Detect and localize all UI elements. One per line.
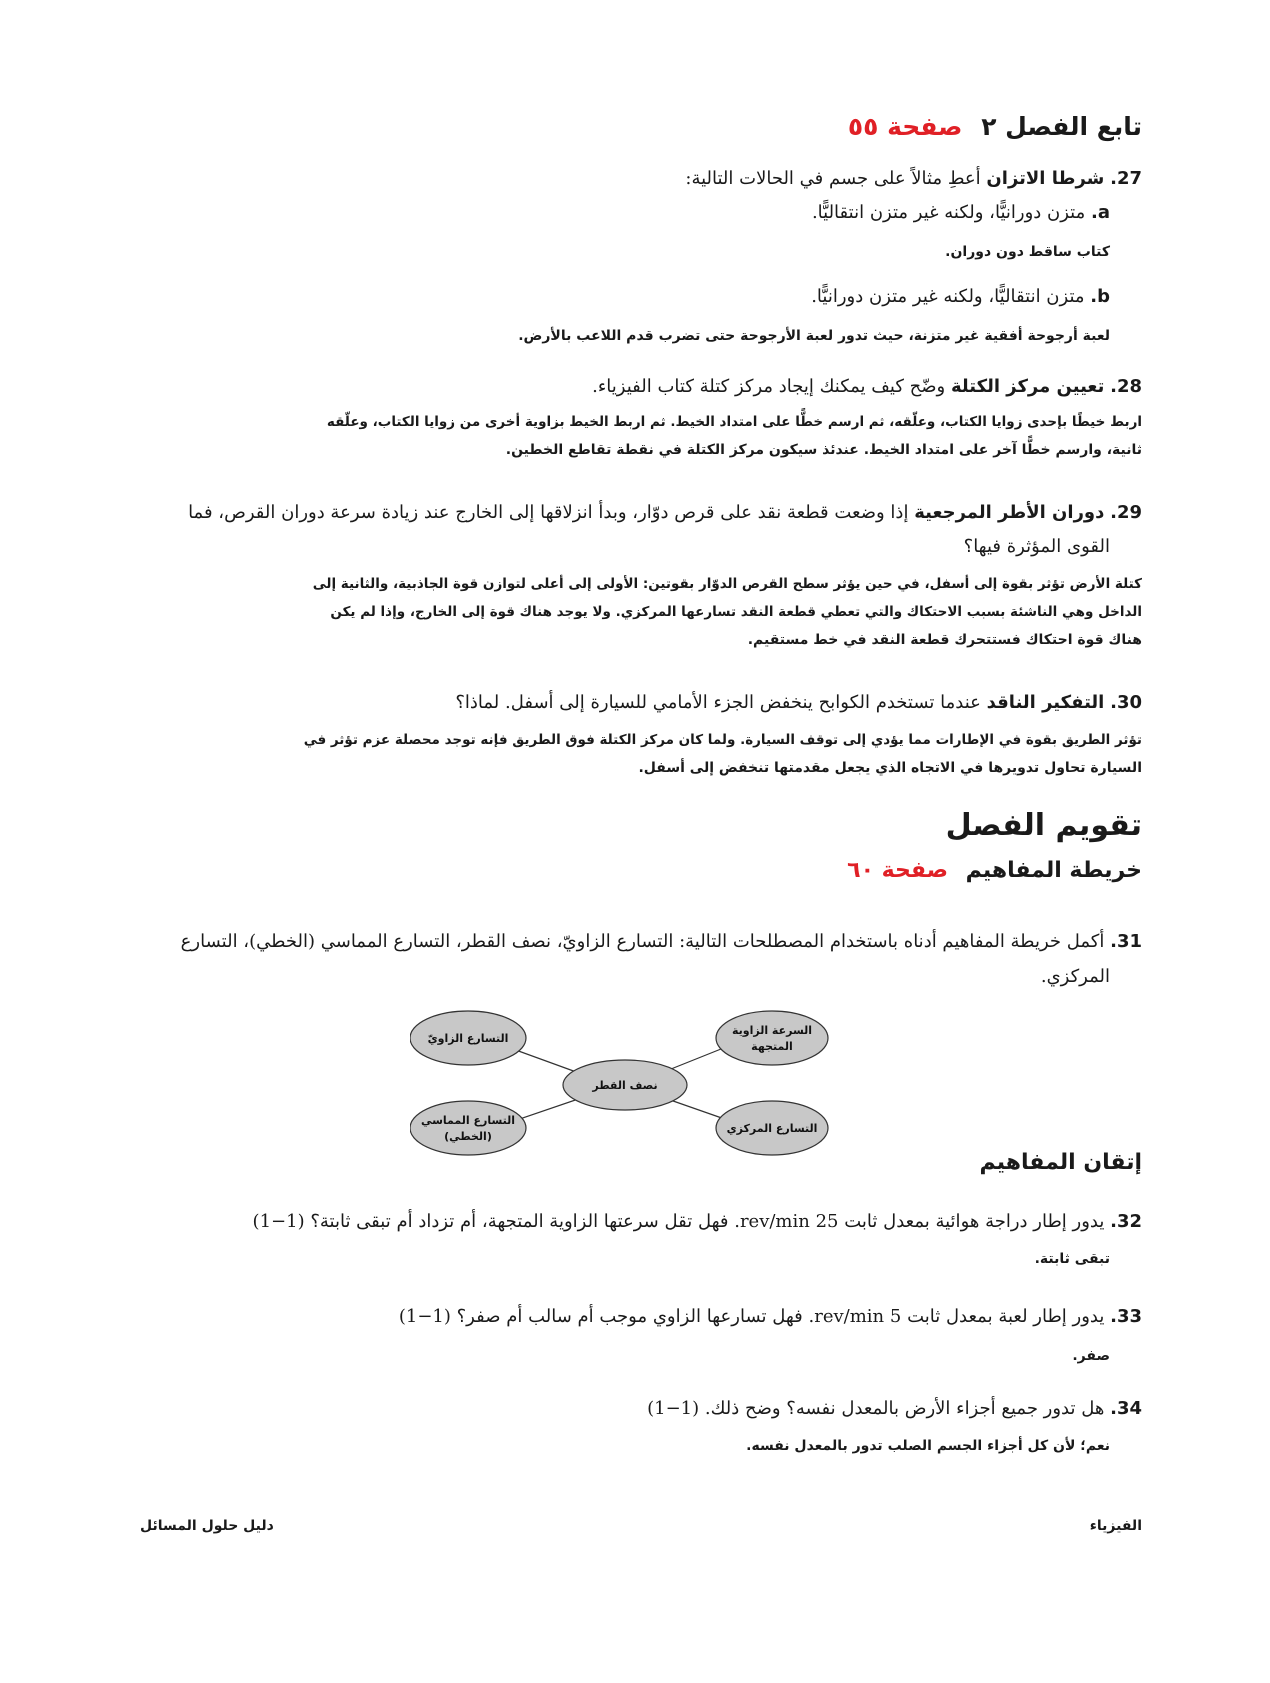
question-29-line2: القوى المؤثرة فيها؟ — [963, 536, 1110, 557]
node-label-top-right-1: السرعة الزاوية — [731, 1024, 813, 1037]
question-number: 32. — [1110, 1211, 1142, 1232]
question-34 — [132, 1392, 1142, 1426]
question-text: وضّح كيف يمكنك إيجاد مركز كتلة كتاب الفيزياء. — [592, 376, 946, 397]
item-text: متزن دورانيًّا، ولكنه غير متزن انتقاليًّا. — [811, 202, 1086, 223]
question-27b — [811, 280, 1110, 314]
question-term: شرطا الاتزان — [986, 168, 1105, 189]
item-letter: b. — [1090, 286, 1110, 307]
question-term: دوران الأطر المرجعية — [914, 502, 1105, 523]
question-number: 29. — [1110, 502, 1142, 523]
concept-map-title: خريطة المفاهيم — [965, 858, 1142, 883]
footer-guide-title: دليل حلول المسائل — [140, 1518, 274, 1534]
question-29-line1 — [112, 496, 1142, 530]
concept-map — [410, 1005, 830, 1185]
question-33 — [132, 1300, 1142, 1334]
question-27 — [132, 162, 1142, 196]
answer-34: نعم؛ لأن كل أجزاء الجسم الصلب تدور بالمعدل نفسه. — [746, 1438, 1110, 1454]
section-title: تابع الفصل ٢ — [981, 112, 1142, 141]
node-label-bottom-right: التسارع المركزي — [726, 1122, 818, 1135]
concept-map-heading — [847, 858, 1142, 883]
answer-32: تبقى ثابتة. — [1034, 1251, 1110, 1267]
question-number: 28. — [1110, 376, 1142, 397]
answer-28-line2: ثانية، وارسم خطًّا آخر على امتداد الخيط. عندئذ سيكون مركز الكتلة في نقطة تقاطع الخطين. — [505, 442, 1142, 458]
question-number: 33. — [1110, 1306, 1142, 1327]
concept-node-top-right — [716, 1011, 828, 1065]
answer-29-line1: كتلة الأرض تؤثر بقوة إلى أسفل، في حين يؤثر سطح القرص الدوّار بقوتين: الأولى إلى أعلى لتوازن قوة الجاذبية، والثانية إلى — [312, 576, 1142, 592]
question-32 — [132, 1205, 1142, 1239]
question-text: أكمل خريطة المفاهيم أدناه باستخدام المصطلحات التالية: التسارع الزاويّ، نصف القطر، التسارع المماسي (الخطي)، التسارع — [180, 931, 1105, 952]
question-28 — [132, 370, 1142, 404]
question-31-line1 — [112, 925, 1142, 959]
answer-29-line3: هناك قوة احتكاك فستتحرك قطعة النقد في خط مستقيم. — [747, 632, 1142, 648]
node-label-bottom-left-2: (الخطي) — [444, 1130, 492, 1143]
node-label-center: نصف القطر — [592, 1079, 658, 1092]
concept-node-bottom-left — [410, 1101, 526, 1155]
question-text: إذا وضعت قطعة نقد على قرص دوّار، وبدأ انزلاقها إلى الخارج عند زيادة سرعة دوران القرص، فما — [188, 502, 909, 523]
answer-27b: لعبة أرجوحة أفقية غير متزنة، حيث تدور لعبة الأرجوحة حتى تضرب قدم اللاعب بالأرض. — [518, 328, 1110, 344]
answer-30-line1: تؤثر الطريق بقوة في الإطارات مما يؤدي إلى توقف السيارة. ولما كان مركز الكتلة فوق الطريق فإنه توجد محصلة عزم تؤثر في — [303, 732, 1142, 748]
question-30 — [132, 686, 1142, 720]
answer-27a: كتاب ساقط دون دوران. — [945, 244, 1110, 260]
node-label-top-right-2: المتجهة — [751, 1040, 793, 1053]
question-text: هل تدور جميع أجزاء الأرض بالمعدل نفسه؟ وضح ذلك. (1−1) — [647, 1398, 1105, 1419]
question-text: يدور إطار لعبة بمعدل ثابت 5 rev/min. فهل تسارعها الزاوي موجب أم سالب أم صفر؟ (1−1) — [398, 1306, 1105, 1327]
question-term: تعيين مركز الكتلة — [950, 376, 1105, 397]
item-text: متزن انتقاليًّا، ولكنه غير متزن دورانيًّا. — [811, 286, 1085, 307]
question-text: يدور إطار دراجة هوائية بمعدل ثابت 25 rev/min. فهل تقل سرعتها الزاوية المتجهة، أم تزداد أم تبقى ثابتة؟ (1−1) — [252, 1211, 1105, 1232]
question-number: 30. — [1110, 692, 1142, 713]
question-31-line2: المركزي. — [1040, 966, 1110, 987]
chapter-review-title: تقويم الفصل — [945, 808, 1142, 843]
answer-30-line2: السيارة تحاول تدويرها في الاتجاه الذي يجعل مقدمتها تنخفض إلى أسفل. — [638, 760, 1142, 776]
mastering-concepts-title: إتقان المفاهيم — [979, 1150, 1142, 1175]
section-heading — [848, 112, 1142, 141]
question-27a — [812, 196, 1110, 230]
answer-29-line2: الداخل وهي الناشئة بسبب الاحتكاك والتي تعطي قطعة النقد تسارعها المركزي. ولا يوجد هناك قوة إلى الخارج، وإذا لم يكن — [330, 604, 1142, 620]
node-label-top-left: التسارع الزاويّ — [427, 1032, 509, 1045]
question-number: 27. — [1110, 168, 1142, 189]
answer-28-line1: اربط خيطًا بإحدى زوايا الكتاب، وعلّقه، ثم ارسم خطًّا على امتداد الخيط. ثم اربط الخيط بزاوية أخرى من زوايا الكتاب، وعلّقه — [326, 414, 1142, 430]
page-reference: صفحة ٥٥ — [847, 112, 963, 141]
footer-book-title: الفيزياء — [1089, 1518, 1142, 1534]
page-reference: صفحة ٦٠ — [847, 858, 948, 883]
node-label-bottom-left-1: التسارع المماسي — [420, 1114, 516, 1127]
question-number: 34. — [1110, 1398, 1142, 1419]
answer-33: صفر. — [1072, 1348, 1110, 1364]
item-letter: a. — [1091, 202, 1110, 223]
question-term: التفكير الناقد — [986, 692, 1105, 713]
question-text: أعطِ مثالاً على جسم في الحالات التالية: — [685, 168, 981, 189]
question-text: عندما تستخدم الكوابح ينخفض الجزء الأمامي للسيارة إلى أسفل. لماذا؟ — [455, 692, 981, 713]
question-number: 31. — [1110, 931, 1142, 952]
